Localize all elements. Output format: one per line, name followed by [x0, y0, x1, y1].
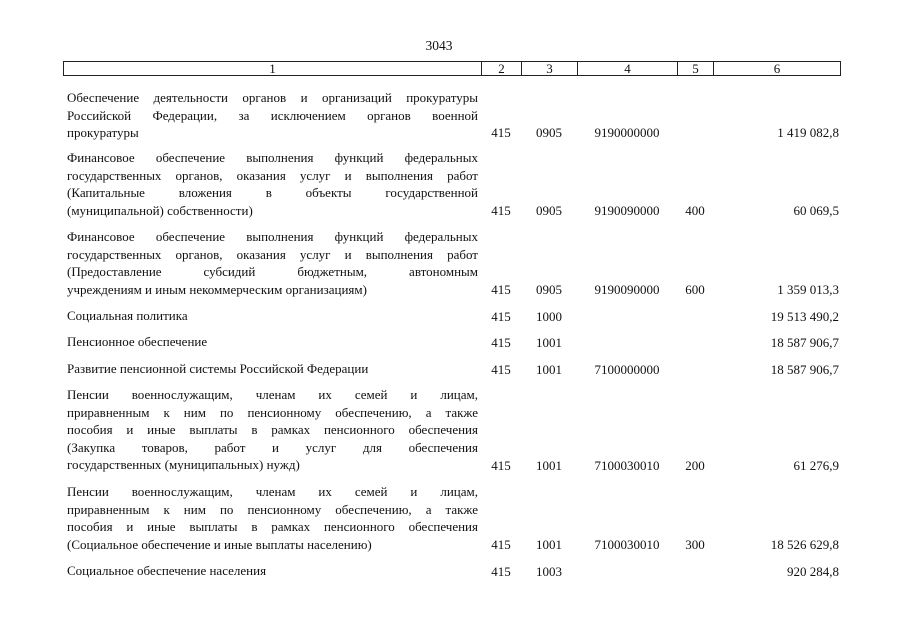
cell-col-3: 1000	[536, 308, 562, 324]
cell-col-4: 7100030010	[594, 536, 660, 552]
table-row	[0, 307, 905, 325]
cell-col-2: 415	[491, 202, 511, 218]
cell-col-6: 60 069,5	[793, 202, 839, 218]
cell-col-5: 400	[685, 202, 705, 218]
cell-col-2: 415	[491, 563, 511, 579]
description-line: приравненным к ним по пенсионному обеспечению, а также	[67, 404, 478, 420]
table-row	[0, 333, 905, 351]
cell-col-3: 1003	[536, 563, 562, 579]
cell-col-3: 0905	[536, 202, 562, 218]
description-line: государственных органов, оказания услуг и выполнения работ	[67, 167, 478, 183]
header-col-1: 1	[269, 61, 276, 76]
cell-col-4: 9190090000	[594, 202, 660, 218]
description-line: Российской Федерации, за исключением органов военной	[67, 107, 478, 123]
cell-col-6: 19 513 490,2	[770, 308, 839, 324]
row-description	[67, 386, 478, 474]
table-row	[0, 149, 905, 219]
cell-col-2: 415	[491, 308, 511, 324]
cell-col-2: 415	[491, 334, 511, 350]
cell-col-4: 9190090000	[594, 281, 660, 297]
cell-col-6: 61 276,9	[793, 457, 839, 473]
row-description	[67, 149, 478, 219]
cell-col-4: 7100030010	[594, 457, 660, 473]
description-line: государственных (муниципальных) нужд)	[67, 457, 300, 472]
description-line: (Закупка товаров, работ и услуг для обеспечения	[67, 439, 478, 455]
description-line: Финансовое обеспечение выполнения функций федеральных	[67, 150, 478, 165]
cell-col-5: 600	[685, 281, 705, 297]
header-col-3: 3	[546, 61, 553, 76]
row-description	[67, 562, 478, 580]
description-line: государственных органов, оказания услуг и выполнения работ	[67, 246, 478, 262]
header-col-4: 4	[624, 61, 631, 76]
description-line: приравненным к ним по пенсионному обеспечению, а также	[67, 501, 478, 517]
cell-col-3: 1001	[536, 361, 562, 377]
row-description	[67, 228, 478, 298]
cell-col-6: 1 419 082,8	[777, 124, 839, 140]
description-line: учреждениям и иным некоммерческим организациям)	[67, 281, 367, 297]
description-line: (муниципальной) собственности)	[67, 202, 253, 218]
row-description	[67, 333, 478, 351]
cell-col-3: 0905	[536, 281, 562, 297]
cell-col-3: 1001	[536, 334, 562, 350]
description-line: (Социальное обеспечение и иные выплаты населению)	[67, 536, 372, 552]
row-description	[67, 89, 478, 142]
table-row	[0, 360, 905, 378]
description-line: (Предоставление субсидий бюджетным, автономным	[67, 264, 478, 279]
cell-col-6: 1 359 013,3	[777, 281, 839, 297]
row-description	[67, 483, 478, 553]
description-line: Социальное обеспечение населения	[67, 563, 267, 578]
cell-col-5: 200	[685, 457, 705, 473]
cell-col-3: 1001	[536, 457, 562, 473]
cell-col-2: 415	[491, 536, 511, 552]
header-col-6: 6	[773, 61, 781, 76]
description-line: Развитие пенсионной системы Российской Федерации	[67, 361, 369, 376]
cell-col-2: 415	[491, 124, 511, 140]
cell-col-5: 300	[685, 536, 705, 552]
table-row	[0, 386, 905, 474]
table-row	[0, 228, 905, 298]
cell-col-2: 415	[491, 361, 511, 377]
description-line: Пенсии военнослужащим, членам их семей и лицам,	[67, 484, 478, 499]
cell-col-4: 9190000000	[594, 124, 660, 140]
description-line: Социальная политика	[67, 308, 188, 323]
description-line: прокуратуры	[67, 125, 139, 140]
cell-col-4: 7100000000	[594, 361, 660, 377]
cell-col-6: 18 587 906,7	[770, 361, 839, 377]
cell-col-6: 18 526 629,8	[770, 536, 839, 552]
cell-col-3: 0905	[536, 124, 562, 140]
cell-col-2: 415	[491, 457, 511, 473]
description-line: Пенсии военнослужащим, членам их семей и лицам,	[67, 387, 478, 402]
cell-col-6: 18 587 906,7	[770, 334, 839, 350]
description-line: пособия и иные выплаты в рамках пенсионного обеспечения	[67, 422, 478, 437]
row-description	[67, 360, 478, 378]
table-header	[63, 61, 841, 76]
description-line: Финансовое обеспечение выполнения функций федеральных	[67, 229, 478, 244]
table-row	[0, 89, 905, 141]
header-col-5: 5	[692, 61, 699, 76]
description-line: Обеспечение деятельности органов и организаций прокуратуры	[67, 90, 478, 105]
table-row	[0, 483, 905, 553]
page-number: 3043	[425, 38, 453, 53]
table-row	[0, 562, 905, 580]
row-description	[67, 307, 478, 325]
description-line: (Капитальные вложения в объекты государственной	[67, 185, 478, 200]
description-line: пособия и иные выплаты в рамках пенсионного обеспечения	[67, 519, 478, 534]
cell-col-3: 1001	[536, 536, 562, 552]
cell-col-2: 415	[491, 281, 511, 297]
description-line: Пенсионное обеспечение	[67, 334, 208, 349]
cell-col-6: 920 284,8	[787, 563, 839, 579]
header-col-2: 2	[498, 61, 505, 76]
